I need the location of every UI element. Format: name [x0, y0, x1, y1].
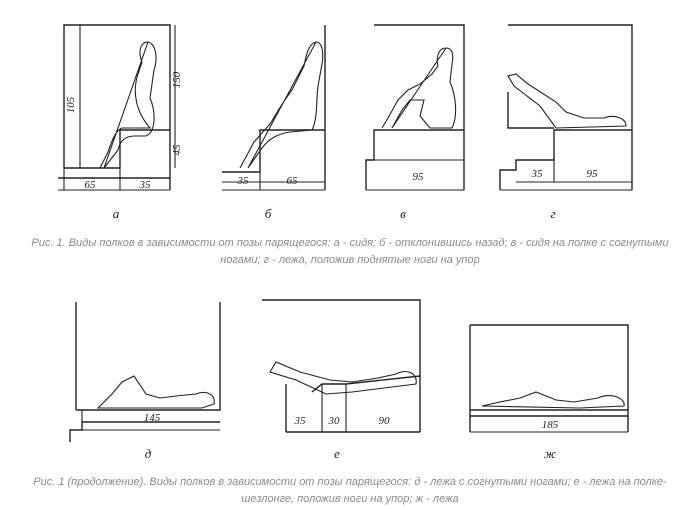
figure-e-label: е — [334, 446, 340, 461]
figure-g — [500, 25, 632, 221]
figure-e-base — [286, 384, 420, 432]
figure-a-dim-upper: 150 — [171, 71, 183, 89]
figure-e-dim-leg: 35 — [294, 415, 306, 427]
figure-d-bench — [70, 422, 220, 442]
figure-g-bench — [500, 130, 632, 190]
figure-v-dim-bench: 95 — [412, 171, 424, 183]
figure-b-label: б — [264, 206, 272, 221]
figure-b-dim-bench: 65 — [286, 175, 298, 187]
figure-zh-bench — [470, 410, 628, 416]
figure-e-dim-bench: 90 — [378, 415, 390, 427]
figure-d-dim-bench: 145 — [143, 412, 161, 424]
figure-g-person — [508, 74, 626, 128]
figure-v-person — [382, 48, 456, 128]
figure-b-bench — [222, 130, 325, 172]
figure-a — [58, 25, 183, 221]
figure-zh-dim-bench: 185 — [541, 419, 559, 431]
figure-g-walls — [508, 25, 632, 190]
figure-v — [366, 25, 464, 221]
figure-b-person — [240, 42, 323, 168]
figure-v-label: в — [400, 206, 406, 221]
figure-a-person — [100, 42, 156, 168]
figure-b — [222, 25, 325, 221]
figure-e-dim-gap: 30 — [328, 415, 340, 427]
figure-d — [70, 302, 220, 461]
figure-e-lounger — [312, 376, 420, 392]
figure-a-dim-bench: 65 — [84, 179, 96, 191]
figure-g-dim-bench: 95 — [586, 168, 598, 180]
figure-d-walls — [76, 302, 220, 410]
figure-zh-label: ж — [543, 446, 557, 461]
figure-a-dim-step: 35 — [139, 179, 151, 191]
figure-b-dim-step: 35 — [237, 175, 249, 187]
figure-g-label: г — [550, 206, 556, 221]
figure-g-dim-step: 35 — [531, 168, 543, 180]
figure-a-dim-lower: 45 — [171, 144, 183, 156]
figure-zh — [470, 325, 628, 461]
figure-a-dim-back: 105 — [65, 96, 77, 114]
caption-1: Рис. 1. Виды полков в зависимости от позы парящегося: а - сидя; б - отклонившись назад; в - сидя на полке с согнутыми ногами; г - лежа, положив поднятые ноги на упор — [31, 237, 669, 266]
caption-2: Рис. 1 (продолжение). Виды полков в зависимости от позы парящегося: д - лежа с согнутыми ногами; е - лежа на полке-шезлонге, положив ноги на упор; ж - лежа — [33, 476, 667, 505]
figure-e — [262, 300, 420, 461]
figure-d-label: д — [144, 446, 152, 461]
figure-g-footrest — [508, 92, 554, 128]
figure-zh-person — [482, 392, 624, 408]
figure-a-label: а — [112, 206, 120, 221]
figure-e-person — [270, 362, 416, 394]
figure-d-person — [98, 376, 214, 408]
